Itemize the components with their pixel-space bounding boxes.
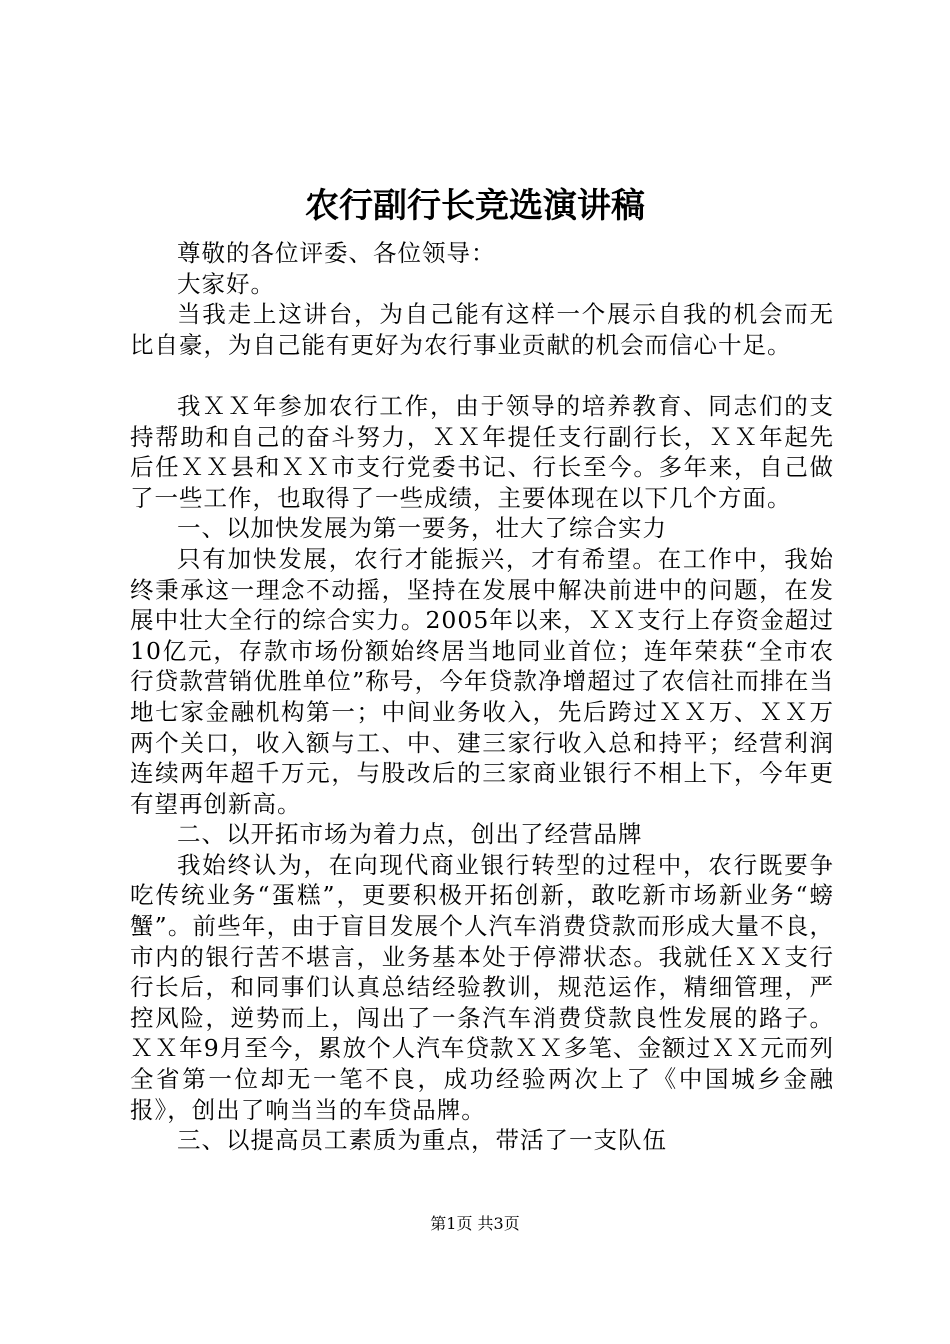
section-heading-3: 三、以提高员工素质为重点，带活了一支队伍 <box>177 1126 667 1155</box>
salutation: 尊敬的各位评委、各位领导： <box>177 239 496 267</box>
paragraph-intro: 当我走上这讲台，为自己能有这样一个展示自我的机会而无比自豪，为自己能有更好为农行事业贡献的机会而信心十足。 <box>130 300 834 359</box>
paragraph-background: 我ＸＸ年参加农行工作，由于领导的培养教育、同志们的支持帮助和自己的奋斗努力，ＸＸ年提任支行副行长，ＸＸ年起先后任ＸＸ县和ＸＸ市支行党委书记、行长至今。多年来，自己做了一些工作，也取得了一些成绩，主要体现在以下几个方面。 <box>130 391 834 512</box>
greeting: 大家好。 <box>177 269 275 298</box>
document-body <box>130 238 834 1156</box>
document-title: 农行副行长竞选演讲稿 <box>305 186 645 226</box>
paragraph-section-1: 只有加快发展，农行才能振兴，才有希望。在工作中，我始终秉承这一理念不动摇，坚持在发展中解决前进中的问题，在发展中壮大全行的综合实力。2005年以来，ＸＸ支行上存资金超过10亿元，存款市场份额始终居当地同业首位；连年荣获“全市农行贷款营销优胜单位”称号，今年贷款净增超过了农信社而排在当地七家金融机构第一；中间业务收入，先后跨过ＸＸ万、ＸＸ万两个关口，收入额与工、中、建三家行收入总和持平；经营利润连续两年超千万元，与股改后的三家商业银行不相上下，今年更有望再创新高。 <box>130 544 834 818</box>
blank-line <box>130 360 834 391</box>
page-footer: 第1页 共3页 <box>430 1214 520 1233</box>
section-heading-1: 一、以加快发展为第一要务，壮大了综合实力 <box>177 514 667 543</box>
paragraph-section-2: 我始终认为，在向现代商业银行转型的过程中，农行既要争吃传统业务“蛋糕”，更要积极开拓创新，敢吃新市场新业务“螃蟹”。前些年，由于盲目发展个人汽车消费贷款而形成大量不良，市内的银行苦不堪言，业务基本处于停滞状态。我就任ＸＸ支行行长后，和同事们认真总结经验教训，规范运作，精细管理，严控风险，逆势而上，闯出了一条汽车消费贷款良性发展的路子。ＸＸ年9月至今，累放个人汽车贷款ＸＸ多笔、金额过ＸＸ元而列全省第一位却无一笔不良，成功经验两次上了《中国城乡金融报》，创出了响当当的车贷品牌。 <box>130 850 834 1124</box>
section-heading-2: 二、以开拓市场为着力点，创出了经营品牌 <box>177 820 643 849</box>
